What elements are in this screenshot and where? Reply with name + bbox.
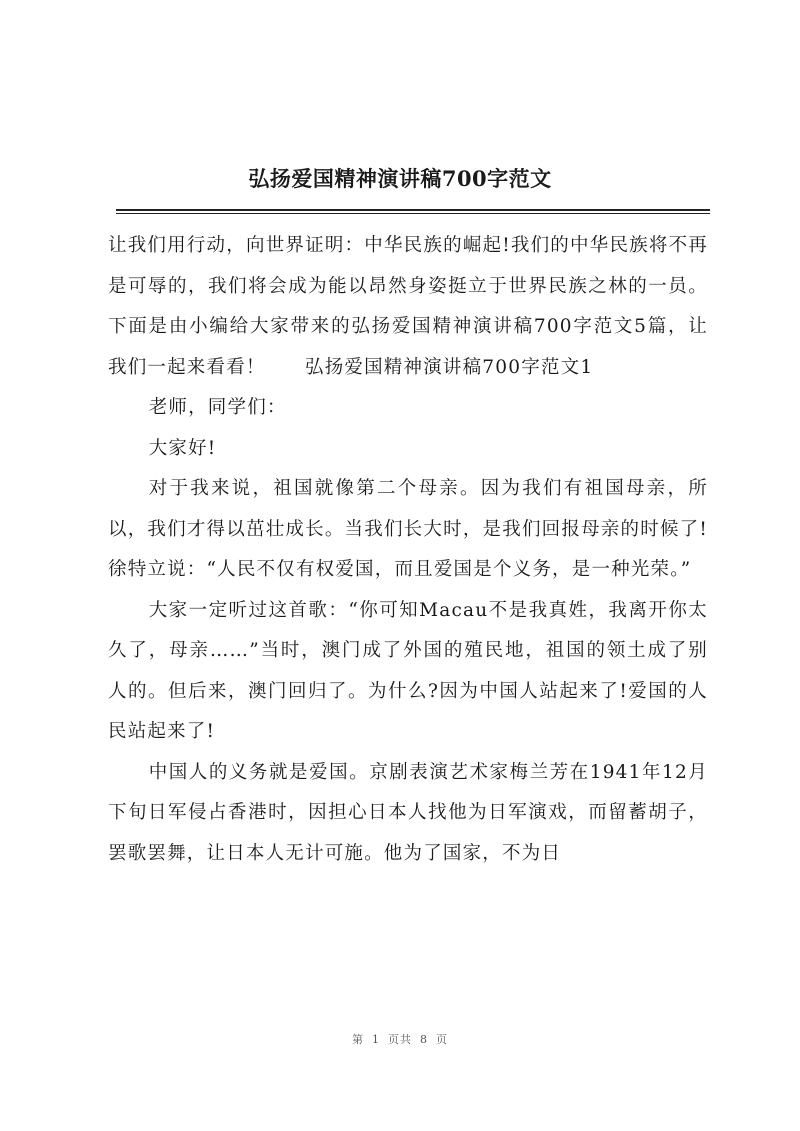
- document-title: 弘扬爱国精神演讲稿700字范文: [248, 166, 552, 191]
- title-divider-thin: [116, 213, 710, 214]
- title-divider-thick: [116, 209, 710, 211]
- paragraph-intro: 让我们用行动，向世界证明：中华民族的崛起!我们的中华民族将不再是可辱的，我们将会成为能以昂然身姿挺立于世界民族之林的一员。下面是由小编给大家带来的弘扬爱国精神演讲稿700字范文5篇，让我们一起来看看！ 弘扬爱国精神演讲稿700字范文1: [108, 235, 708, 378]
- paragraph-greeting: 大家好!: [148, 437, 217, 459]
- footer-middle: 页共: [388, 1033, 412, 1046]
- paragraph-body: 对于我来说，祖国就像第二个母亲。因为我们有祖国母亲，所以，我们才得以茁壮成长。当我们长大时，是我们回报母亲的时候了!徐特立说：“人民不仅有权爱国，而且爱国是个义务，是一种光荣。”: [108, 478, 708, 580]
- page-footer: [0, 1031, 800, 1047]
- footer-total-pages: 8: [420, 1033, 428, 1046]
- paragraph-greeting-salutation: 老师，同学们：: [148, 397, 287, 418]
- footer-prefix: 第: [352, 1033, 364, 1046]
- footer-suffix: 页: [436, 1033, 448, 1046]
- footer-page-number: 1: [372, 1033, 380, 1046]
- paragraph-body: 大家一定听过这首歌：“你可知Macau不是我真姓，我离开你太久了，母亲……”当时，澳门成了外国的殖民地，祖国的领土成了别人的。但后来，澳门回归了。为什么?因为中国人站起来了!爱国的人民站起来了!: [108, 599, 708, 742]
- paragraph-body: 中国人的义务就是爱国。京剧表演艺术家梅兰芳在1941年12月下旬日军侵占香港时，因担心日本人找他为日军演戏，而留蓄胡子，罢歌罢舞，让日本人无计可施。他为了国家，不为日: [108, 761, 708, 864]
- document-body: [108, 226, 708, 874]
